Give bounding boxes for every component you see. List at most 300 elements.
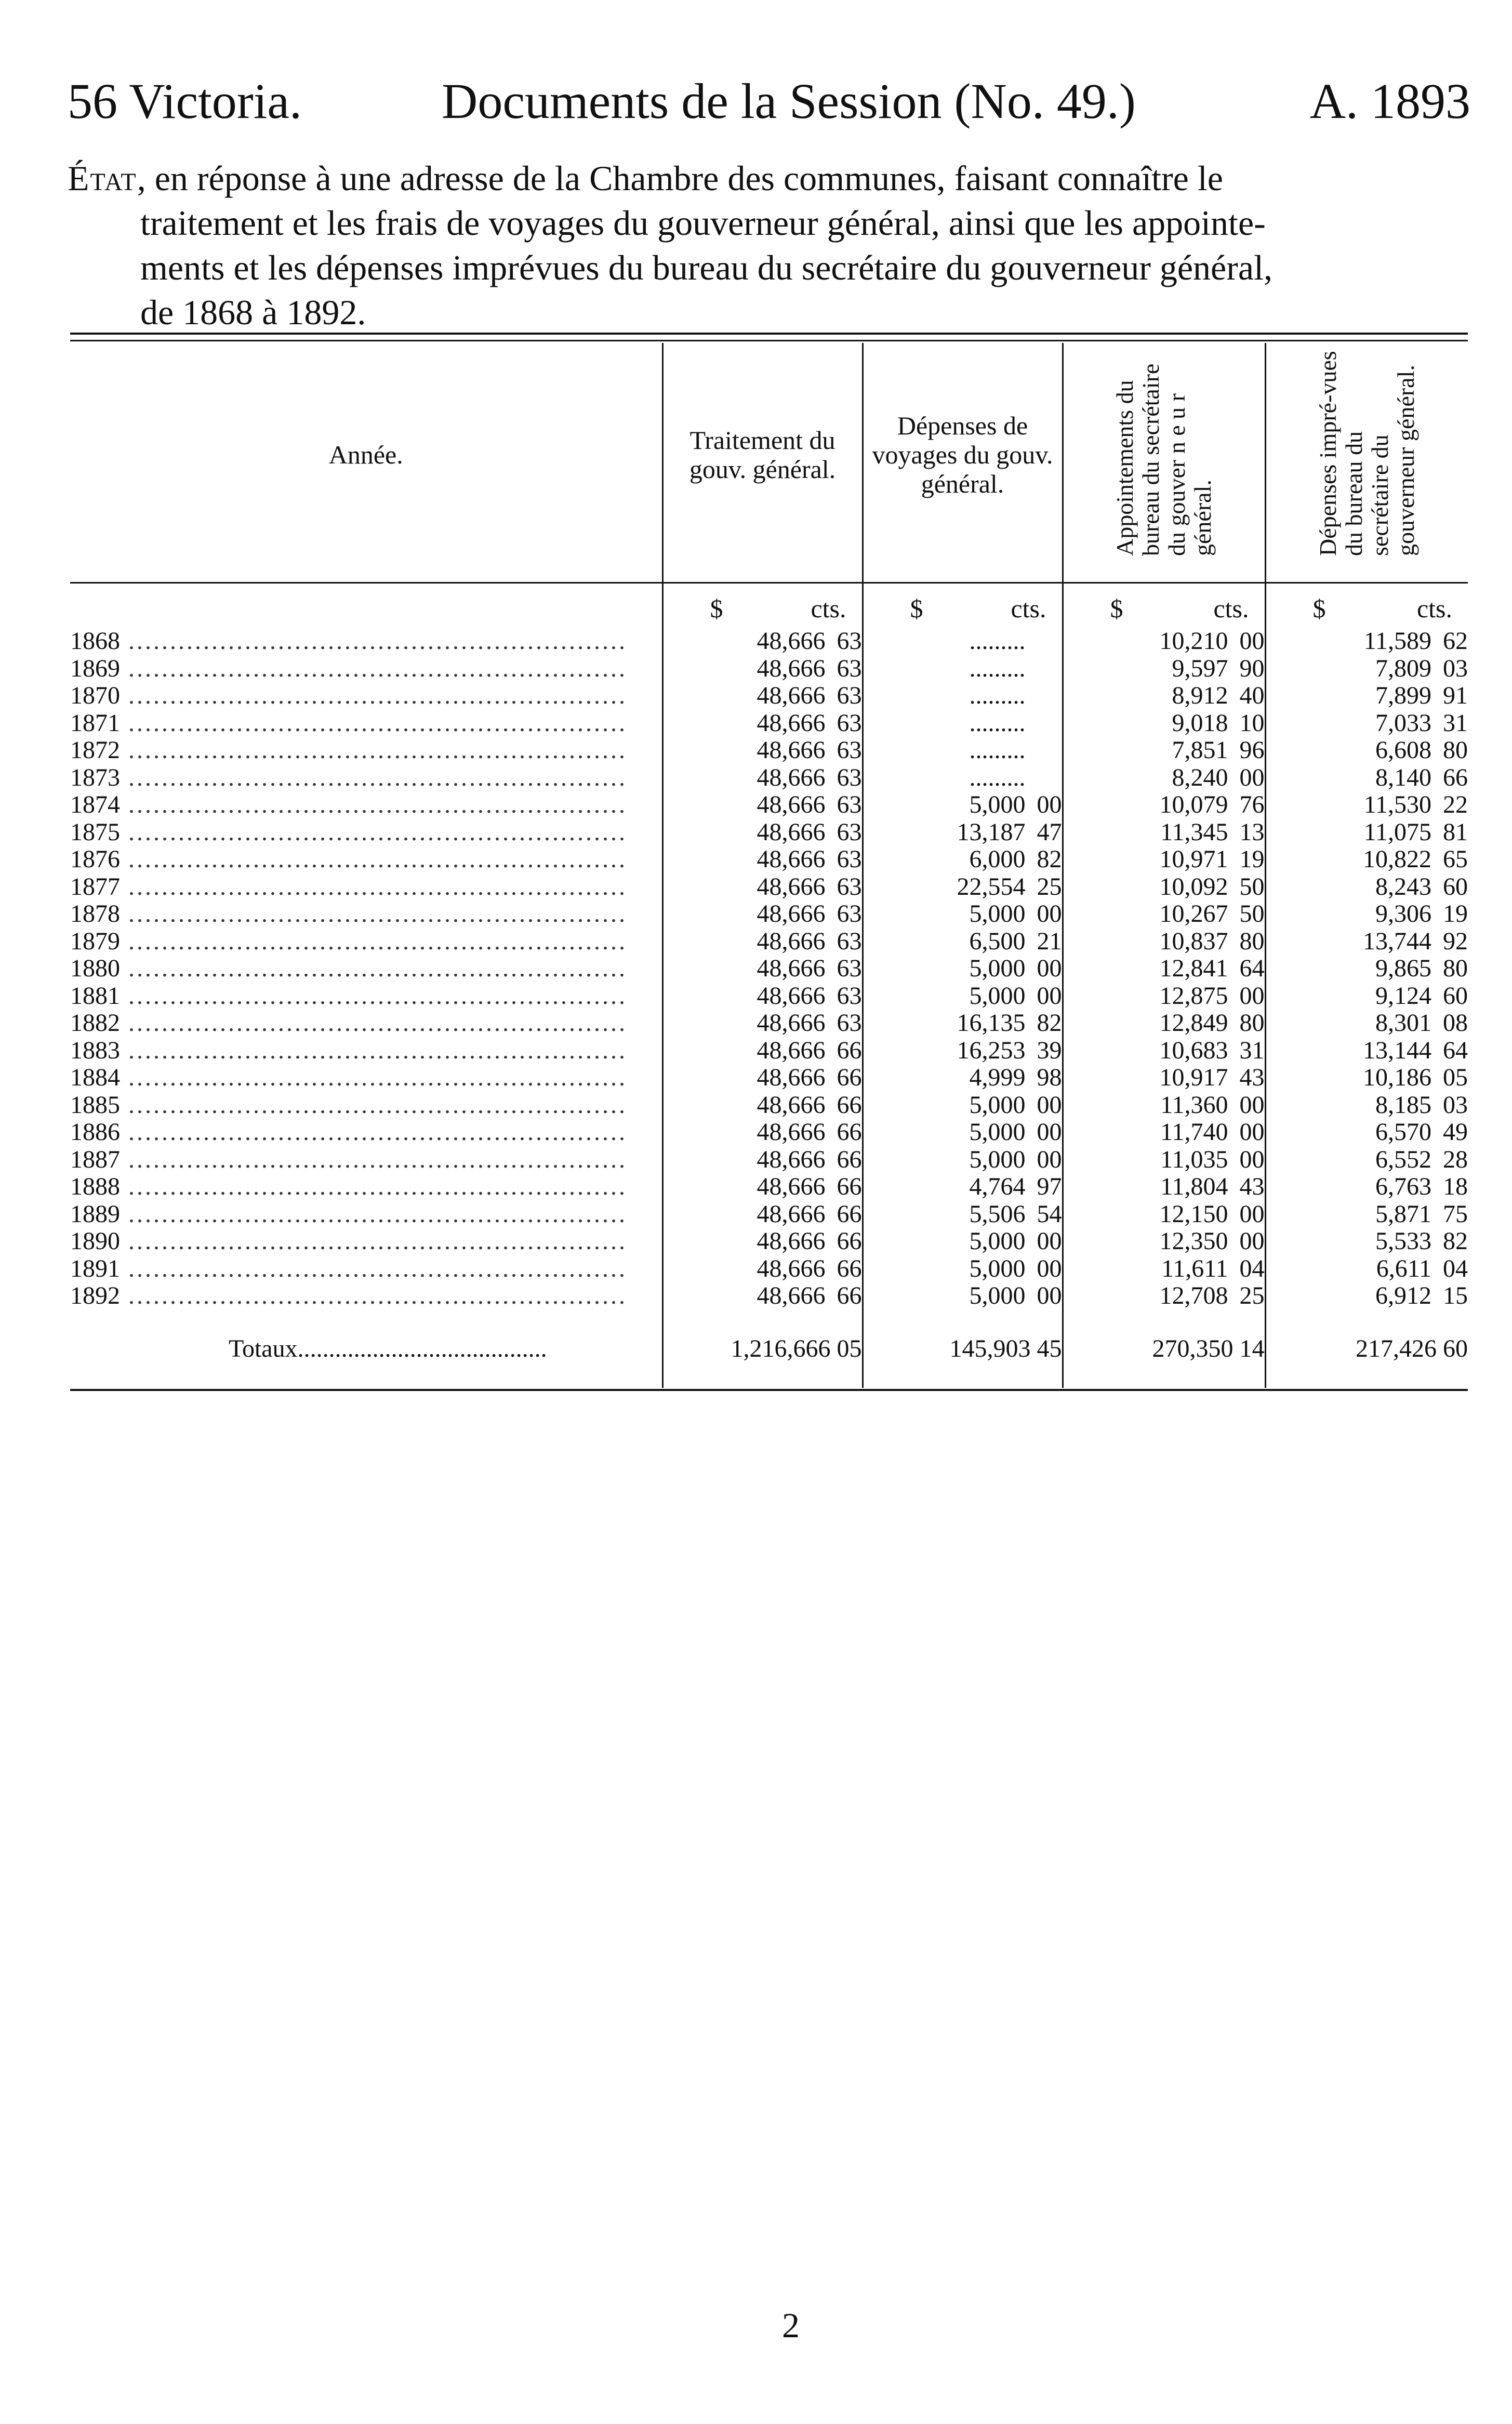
table-row: [70, 819, 1468, 846]
office-cell: [1063, 628, 1265, 655]
travel-cell: [863, 1282, 1063, 1310]
amount-dollars: 9,018: [1172, 709, 1228, 737]
table-row: [70, 682, 1468, 710]
amount-cents: 66: [837, 1254, 862, 1282]
intro-lead-word: État: [68, 158, 137, 198]
salary-cell: [662, 1064, 863, 1092]
table-top-rule: [70, 333, 1468, 335]
office-cell: [1063, 928, 1265, 956]
salary-cell: [662, 1146, 863, 1174]
office-cell: [1063, 1119, 1265, 1146]
spacer-cell: [1063, 1310, 1265, 1331]
travel-cell: [863, 628, 1063, 655]
year-value: 1869: [70, 655, 120, 682]
leader-dots: ............................................................: [120, 1010, 627, 1037]
amount-dollars: 48,666: [757, 1064, 826, 1091]
travel-cell: [863, 682, 1063, 710]
amount-cents: 19: [1239, 845, 1265, 873]
header-contingencies: Dépenses impré-vues du bureau du secrétaire du gouverneur général.: [1265, 343, 1468, 566]
amount-dollars: 5,000: [969, 1254, 1026, 1282]
amount-dollars: 11,589: [1363, 627, 1431, 655]
office-cell: [1063, 846, 1265, 873]
amount-dollars: 48,666: [757, 709, 826, 737]
salary-cell: [662, 1119, 863, 1146]
amount-dollars: 48,666: [757, 982, 826, 1010]
contingencies-cell: [1265, 1173, 1468, 1201]
amount-cents: 05: [1443, 1064, 1468, 1091]
amount-cents: 00: [1037, 1254, 1062, 1282]
units-contingencies: $ cts.: [1265, 566, 1468, 628]
spacer-cell: [70, 1310, 662, 1331]
totals-label-cell: [70, 1331, 662, 1367]
office-cell: [1063, 682, 1265, 710]
year-value: 1891: [70, 1255, 120, 1282]
totals-row: [70, 1331, 1468, 1367]
amount-dollars: 48,666: [757, 845, 826, 873]
office-cell: [1063, 1092, 1265, 1119]
salary-cell: [662, 655, 863, 683]
amount-dollars: 48,666: [757, 1282, 826, 1309]
amount-cents: 63: [837, 736, 862, 764]
year-value: 1872: [70, 737, 120, 764]
contingencies-cell: [1265, 1064, 1468, 1092]
contingencies-cell: [1265, 955, 1468, 983]
year-value: 1885: [70, 1091, 120, 1119]
page-number: 2: [782, 2306, 800, 2345]
contingencies-cell: [1265, 873, 1468, 901]
amount-cents: 00: [1037, 1145, 1062, 1173]
travel-cell: [863, 655, 1063, 683]
year-cell: [70, 628, 662, 655]
contingencies-cell: [1265, 1010, 1468, 1037]
amount-dollars: 48,666: [757, 1227, 826, 1255]
year-value: 1890: [70, 1228, 120, 1255]
amount-dollars: 8,240: [1172, 763, 1228, 791]
amount-dollars: 16,135: [957, 1009, 1026, 1037]
year-cell: [70, 1092, 662, 1119]
contingencies-cell: [1265, 737, 1468, 764]
amount-cents: 82: [1037, 845, 1062, 873]
amount-cents: 63: [837, 654, 862, 682]
table-row: [70, 900, 1468, 928]
contingencies-cell: [1265, 1255, 1468, 1283]
amount-cents: 00: [1239, 982, 1265, 1010]
office-cell: [1063, 1282, 1265, 1310]
amount-cents: 18: [1443, 1173, 1468, 1200]
salary-cell: [662, 1173, 863, 1201]
amount-cents: 00: [1239, 1091, 1265, 1119]
amount-dollars: 6,912: [1375, 1282, 1431, 1309]
table-row: [70, 846, 1468, 873]
amount-dollars: 5,000: [969, 791, 1026, 818]
contingencies-cell: [1265, 1146, 1468, 1174]
statement-table: [70, 343, 1468, 1388]
contingencies-cell: [1265, 819, 1468, 846]
table-top-rule-2: [70, 340, 1468, 341]
amount-cents: 82: [1037, 1009, 1062, 1037]
leader-dots: ............................................................: [120, 655, 627, 682]
amount-dollars: 5,000: [969, 1282, 1026, 1309]
year-cell: [70, 764, 662, 792]
amount-cents: 76: [1239, 791, 1265, 818]
table-row: [70, 1201, 1468, 1228]
year-cell: [70, 873, 662, 901]
amount-dollars: 10,917: [1159, 1064, 1228, 1091]
amount-dollars: 5,000: [969, 955, 1026, 982]
amount-dollars: 48,666: [757, 1036, 826, 1064]
amount-cents: 00: [1037, 1227, 1062, 1255]
amount-dollars: 11,530: [1363, 791, 1431, 818]
year-cell: [70, 655, 662, 683]
amount-cents: 90: [1239, 654, 1265, 682]
amount-dollars: 48,666: [757, 955, 826, 982]
travel-cell: [863, 819, 1063, 846]
year-value: 1875: [70, 818, 120, 846]
tail-row: [70, 1367, 1468, 1388]
amount-cents: 00: [1037, 1282, 1062, 1309]
amount-cents: 47: [1037, 818, 1062, 846]
amount-dollars: 10,267: [1159, 900, 1228, 928]
amount-dollars: 48,666: [757, 927, 826, 955]
travel-cell: [863, 764, 1063, 792]
amount-dollars: 11,611: [1161, 1254, 1228, 1282]
table-row: [70, 1146, 1468, 1174]
amount-dollars: 5,000: [969, 1118, 1026, 1146]
table-row: [70, 1064, 1468, 1092]
salary-cell: [662, 628, 863, 655]
amount-cents: 19: [1443, 900, 1468, 928]
office-cell: [1063, 1037, 1265, 1065]
amount-cents: 60: [1443, 872, 1468, 900]
table-row: [70, 1255, 1468, 1283]
amount-dollars: .........: [969, 736, 1026, 764]
amount-dollars: 11,804: [1160, 1173, 1228, 1200]
amount-cents: 80: [1239, 1009, 1265, 1037]
year-cell: [70, 955, 662, 983]
salary-cell: [662, 983, 863, 1010]
amount-cents: 00: [1239, 1227, 1265, 1255]
amount-dollars: 48,666: [757, 791, 826, 818]
year-cell: [70, 1255, 662, 1283]
amount-cents: 63: [837, 845, 862, 873]
amount-dollars: .........: [969, 654, 1026, 682]
salary-cell: [662, 928, 863, 956]
amount-cents: 00: [1037, 1118, 1062, 1146]
salary-cell: [662, 873, 863, 901]
amount-dollars: 12,708: [1159, 1282, 1228, 1309]
contingencies-cell: [1265, 1037, 1468, 1065]
amount-dollars: 5,000: [969, 982, 1026, 1010]
year-value: 1883: [70, 1037, 120, 1064]
year-cell: [70, 710, 662, 737]
totals-contingencies: 217,426 60: [1265, 1331, 1468, 1367]
amount-dollars: 7,033: [1375, 709, 1431, 737]
amount-cents: 66: [837, 1036, 862, 1064]
amount-dollars: .........: [969, 763, 1026, 791]
amount-cents: 81: [1443, 818, 1468, 846]
travel-cell: [863, 1092, 1063, 1119]
travel-cell: [863, 955, 1063, 983]
year-cell: [70, 1119, 662, 1146]
intro-line-1-text: , en réponse à une adresse de la Chambre des communes, faisant connaître le: [137, 158, 1223, 198]
table-row: [70, 928, 1468, 956]
amount-dollars: .........: [969, 709, 1026, 737]
leader-dots: ............................................................: [120, 628, 627, 655]
table-row: [70, 655, 1468, 683]
amount-cents: 66: [837, 1091, 862, 1119]
office-cell: [1063, 710, 1265, 737]
year-cell: [70, 1010, 662, 1037]
amount-cents: 63: [837, 982, 862, 1010]
amount-dollars: 9,124: [1375, 982, 1431, 1010]
table-header-row: [70, 343, 1468, 566]
salary-cell: [662, 955, 863, 983]
contingencies-cell: [1265, 682, 1468, 710]
amount-dollars: 48,666: [757, 763, 826, 791]
amount-dollars: 48,666: [757, 818, 826, 846]
amount-cents: 82: [1443, 1227, 1468, 1255]
year-value: 1879: [70, 928, 120, 955]
units-row: [70, 566, 1468, 628]
table-row: [70, 955, 1468, 983]
office-cell: [1063, 900, 1265, 928]
amount-cents: 66: [837, 1200, 862, 1228]
tail-cell: [1265, 1367, 1468, 1388]
amount-dollars: 8,243: [1375, 872, 1431, 900]
amount-cents: 80: [1443, 736, 1468, 764]
amount-cents: 40: [1239, 682, 1265, 709]
amount-cents: 00: [1239, 1200, 1265, 1228]
salary-cell: [662, 1228, 863, 1255]
amount-dollars: 10,837: [1159, 927, 1228, 955]
amount-cents: 64: [1443, 1036, 1468, 1064]
table-row: [70, 764, 1468, 792]
amount-cents: 10: [1239, 709, 1265, 737]
office-cell: [1063, 791, 1265, 819]
amount-cents: 31: [1239, 1036, 1265, 1064]
amount-dollars: 11,035: [1160, 1145, 1228, 1173]
year-cell: [70, 819, 662, 846]
year-cell: [70, 846, 662, 873]
year-cell: [70, 1064, 662, 1092]
amount-cents: 98: [1037, 1064, 1062, 1091]
intro-paragraph: [68, 156, 1470, 335]
contingencies-cell: [1265, 764, 1468, 792]
leader-dots: ............................................................: [120, 709, 627, 737]
amount-cents: 00: [1239, 763, 1265, 791]
amount-dollars: 4,764: [969, 1173, 1026, 1200]
header-left: 56 Victoria.: [68, 73, 302, 129]
travel-cell: [863, 1146, 1063, 1174]
leader-dots: ............................................................: [120, 1119, 627, 1146]
office-cell: [1063, 1173, 1265, 1201]
amount-dollars: 6,763: [1375, 1173, 1431, 1200]
tail-cell: [662, 1367, 863, 1388]
salary-cell: [662, 1010, 863, 1037]
table-row: [70, 1010, 1468, 1037]
amount-dollars: 48,666: [757, 627, 826, 655]
contingencies-cell: [1265, 791, 1468, 819]
amount-cents: 08: [1443, 1009, 1468, 1037]
amount-cents: 50: [1239, 900, 1265, 928]
intro-line-3: ments et les dépenses imprévues du bureau du secrétaire du gouverneur général,: [140, 248, 1272, 287]
office-cell: [1063, 955, 1265, 983]
amount-cents: 00: [1037, 900, 1062, 928]
salary-cell: [662, 1037, 863, 1065]
amount-cents: 66: [1443, 763, 1468, 791]
travel-cell: [863, 983, 1063, 1010]
office-cell: [1063, 655, 1265, 683]
year-cell: [70, 682, 662, 710]
leader-dots: ............................................................: [120, 955, 627, 982]
amount-dollars: 48,666: [757, 1254, 826, 1282]
travel-cell: [863, 710, 1063, 737]
contingencies-cell: [1265, 900, 1468, 928]
amount-cents: 66: [837, 1145, 862, 1173]
table-row: [70, 628, 1468, 655]
salary-cell: [662, 846, 863, 873]
amount-cents: 03: [1443, 1091, 1468, 1119]
amount-cents: 00: [1239, 1145, 1265, 1173]
leader-dots: ............................................................: [120, 1037, 627, 1064]
tail-cell: [70, 1367, 662, 1388]
salary-cell: [662, 1201, 863, 1228]
year-value: 1877: [70, 873, 120, 900]
leader-dots: ............................................................: [120, 1173, 627, 1200]
amount-dollars: 5,000: [969, 900, 1026, 928]
leader-dots: ............................................................: [120, 682, 627, 709]
travel-cell: [863, 1010, 1063, 1037]
intro-line-4: de 1868 à 1892.: [140, 293, 366, 332]
amount-cents: 03: [1443, 654, 1468, 682]
amount-cents: 66: [837, 1064, 862, 1091]
amount-cents: 25: [1239, 1282, 1265, 1309]
leader-dots: ............................................................: [120, 900, 627, 928]
amount-cents: 92: [1443, 927, 1468, 955]
amount-dollars: 48,666: [757, 654, 826, 682]
spacer-cell: [1265, 1310, 1468, 1331]
totals-salary: 1,216,666 05: [662, 1331, 863, 1367]
salary-cell: [662, 900, 863, 928]
year-value: 1868: [70, 628, 120, 655]
travel-cell: [863, 1064, 1063, 1092]
amount-cents: 00: [1037, 1091, 1062, 1119]
leader-dots: ............................................................: [120, 1064, 627, 1091]
amount-dollars: 10,683: [1159, 1036, 1228, 1064]
travel-cell: [863, 1119, 1063, 1146]
leader-dots: ............................................................: [120, 928, 627, 955]
amount-dollars: 12,350: [1159, 1227, 1228, 1255]
contingencies-cell: [1265, 1228, 1468, 1255]
header-right: A. 1893: [1309, 73, 1470, 129]
spacer-row: [70, 1310, 1468, 1331]
travel-cell: [863, 1228, 1063, 1255]
table-bottom-rule: [70, 1389, 1468, 1391]
amount-dollars: 5,506: [969, 1200, 1026, 1228]
salary-cell: [662, 764, 863, 792]
travel-cell: [863, 873, 1063, 901]
travel-cell: [863, 900, 1063, 928]
amount-cents: 64: [1239, 955, 1265, 982]
year-value: 1870: [70, 682, 120, 709]
year-value: 1884: [70, 1064, 120, 1091]
amount-cents: 97: [1037, 1173, 1062, 1200]
amount-cents: 49: [1443, 1118, 1468, 1146]
salary-cell: [662, 1255, 863, 1283]
amount-dollars: 9,306: [1375, 900, 1431, 928]
travel-cell: [863, 737, 1063, 764]
amount-dollars: 7,851: [1172, 736, 1228, 764]
year-cell: [70, 983, 662, 1010]
units-salary: $ cts.: [662, 566, 863, 628]
table-row: [70, 983, 1468, 1010]
office-cell: [1063, 819, 1265, 846]
amount-cents: 96: [1239, 736, 1265, 764]
office-cell: [1063, 1146, 1265, 1174]
year-cell: [70, 1037, 662, 1065]
table-row: [70, 1282, 1468, 1310]
amount-dollars: 7,899: [1375, 682, 1431, 709]
amount-dollars: 5,000: [969, 1227, 1026, 1255]
contingencies-cell: [1265, 655, 1468, 683]
year-cell: [70, 791, 662, 819]
amount-cents: 63: [837, 627, 862, 655]
amount-cents: 15: [1443, 1282, 1468, 1309]
header-salary: Traitement du gouv. général.: [662, 343, 863, 566]
amount-dollars: 10,822: [1363, 845, 1431, 873]
year-value: 1886: [70, 1119, 120, 1146]
amount-dollars: 13,187: [957, 818, 1026, 846]
office-cell: [1063, 873, 1265, 901]
office-cell: [1063, 1201, 1265, 1228]
amount-dollars: 12,875: [1159, 982, 1228, 1010]
amount-cents: 63: [837, 763, 862, 791]
amount-cents: 63: [837, 791, 862, 818]
year-value: 1882: [70, 1010, 120, 1037]
amount-dollars: 9,865: [1375, 955, 1431, 982]
contingencies-cell: [1265, 846, 1468, 873]
travel-cell: [863, 1255, 1063, 1283]
office-cell: [1063, 1010, 1265, 1037]
units-blank: [70, 566, 662, 628]
spacer-cell: [863, 1310, 1063, 1331]
amount-dollars: 5,000: [969, 1091, 1026, 1119]
amount-dollars: 12,841: [1159, 955, 1228, 982]
office-cell: [1063, 1255, 1265, 1283]
amount-cents: 63: [837, 709, 862, 737]
year-cell: [70, 1201, 662, 1228]
year-value: 1881: [70, 982, 120, 1010]
header-year: Année.: [328, 440, 403, 469]
amount-dollars: 48,666: [757, 1118, 826, 1146]
contingencies-cell: [1265, 710, 1468, 737]
amount-cents: 04: [1239, 1254, 1265, 1282]
amount-cents: 00: [1037, 955, 1062, 982]
amount-cents: 63: [837, 682, 862, 709]
amount-dollars: 48,666: [757, 900, 826, 928]
amount-cents: 66: [837, 1173, 862, 1200]
amount-cents: 65: [1443, 845, 1468, 873]
leader-dots: ............................................................: [120, 764, 627, 791]
amount-cents: 31: [1443, 709, 1468, 737]
page-header: [68, 73, 1470, 130]
amount-dollars: 48,666: [757, 1145, 826, 1173]
year-value: 1892: [70, 1282, 120, 1309]
table-row: [70, 1092, 1468, 1119]
leader-dots: ............................................................: [120, 1091, 627, 1119]
amount-cents: 91: [1443, 682, 1468, 709]
amount-dollars: .........: [969, 682, 1026, 709]
